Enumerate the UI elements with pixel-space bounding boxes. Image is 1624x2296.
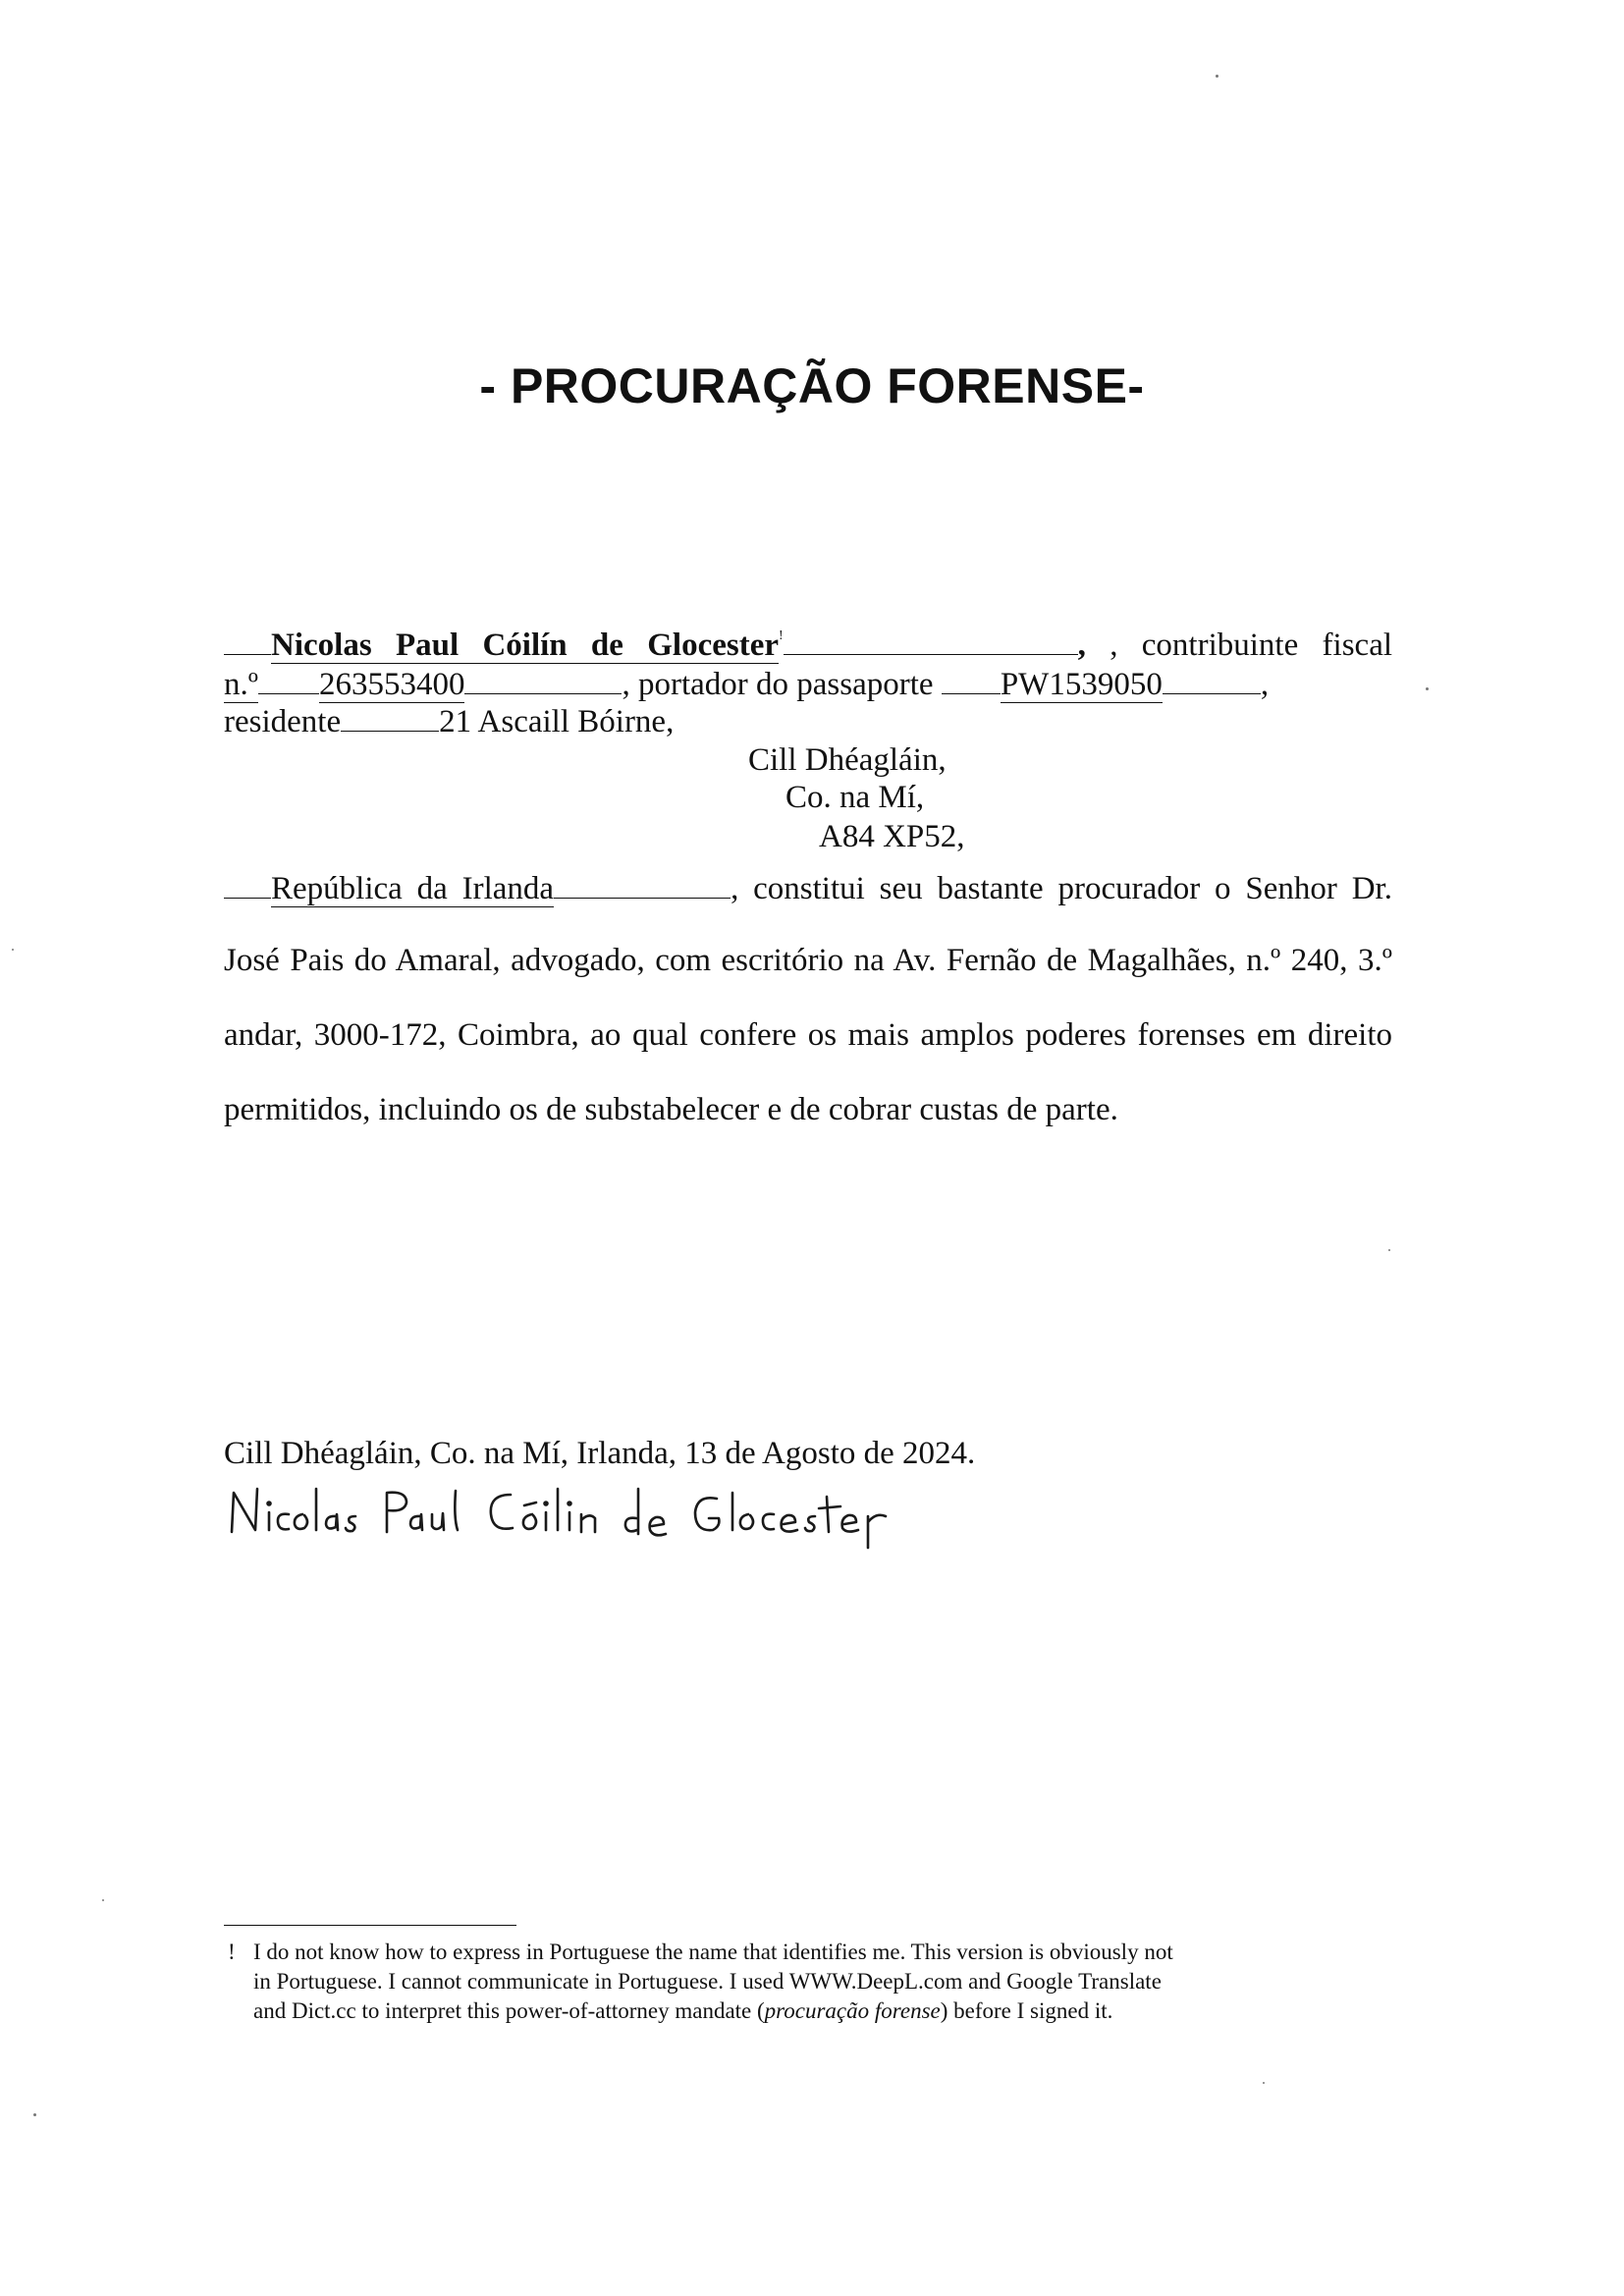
footnote-line-1: I do not know how to express in Portuguese the name that identifies me. This version is obviously not: [253, 1940, 1173, 1964]
passport-value: PW1539050: [1000, 667, 1163, 702]
footnote-text: ) before I signed it.: [940, 1998, 1113, 2023]
blank-underline: [942, 664, 1001, 694]
tax-passport-line: [224, 664, 1402, 701]
body-line-3: permitidos, incluindo os de substabelecer e de cobrar custas de parte.: [224, 1092, 1118, 1127]
grantor-line: Nicolas Paul Cóilín de Glocester! , , contribuinte fiscal: [224, 625, 1392, 662]
footnote-separator: [224, 1925, 516, 1926]
blank-underline: [224, 868, 271, 899]
residence-line: [224, 701, 674, 738]
residence-label: residente: [224, 704, 342, 739]
footnote-italic-term: procuração forense: [764, 1998, 941, 2023]
scan-speck: [1216, 75, 1218, 78]
passport-label: , portador do passaporte: [622, 667, 934, 702]
scan-speck: [102, 1899, 104, 1901]
grantor-name: Nicolas Paul Cóilín de Glocester: [271, 628, 779, 663]
handwritten-signature: [228, 1479, 895, 1558]
blank-underline: [784, 625, 1078, 655]
tax-id-label: , contribuinte fiscal: [1110, 628, 1393, 663]
scan-speck: [1263, 2082, 1265, 2084]
blank-underline: [464, 664, 622, 694]
address-line-1: 21 Ascaill Bóirne,: [439, 704, 675, 739]
body-line-1: José Pais do Amaral, advogado, com escritório na Av. Fernão de Magalhães, n.º 240, 3.º: [224, 943, 1392, 978]
scan-speck: [1426, 687, 1429, 690]
footnote-text: and Dict.cc to interpret this power-of-attorney mandate (: [253, 1998, 765, 2023]
scan-speck: [1388, 1249, 1390, 1251]
place-date: Cill Dhéagláin, Co. na Mí, Irlanda, 13 de Agosto de 2024.: [224, 1436, 976, 1471]
address-line-3: Co. na Mí,: [785, 780, 925, 815]
punctuation: ,: [1260, 667, 1270, 702]
nif-label: n.º: [224, 667, 258, 702]
document-title: - PROCURAÇÃO FORENSE-: [479, 358, 1145, 413]
blank-underline: [1163, 664, 1261, 694]
country: República da Irlanda: [271, 871, 555, 906]
footnote-reference: !: [779, 629, 784, 643]
blank-underline: [554, 868, 731, 899]
footnote-line-2: in Portuguese. I cannot communicate in Portuguese. I used WWW.DeepL.com and Google Translate: [253, 1969, 1162, 1994]
footnote-mark: !: [228, 1940, 236, 1964]
body-line-2: andar, 3000-172, Coimbra, ao qual confere os mais amplos poderes forenses em direito: [224, 1017, 1392, 1053]
address-line-4: A84 XP52,: [819, 819, 965, 854]
blank-underline: [258, 664, 319, 694]
constitution-text: , constitui seu bastante procurador o Senhor Dr.: [731, 871, 1392, 906]
scan-speck: [33, 2113, 36, 2116]
blank-underline: [224, 625, 271, 655]
address-line-2: Cill Dhéagláin,: [748, 742, 947, 778]
country-line: [224, 868, 1392, 905]
blank-underline: [341, 701, 439, 732]
nif-value: 263553400: [318, 667, 465, 702]
footnote-line-3: [253, 1999, 1112, 2022]
scan-speck: [12, 949, 14, 951]
